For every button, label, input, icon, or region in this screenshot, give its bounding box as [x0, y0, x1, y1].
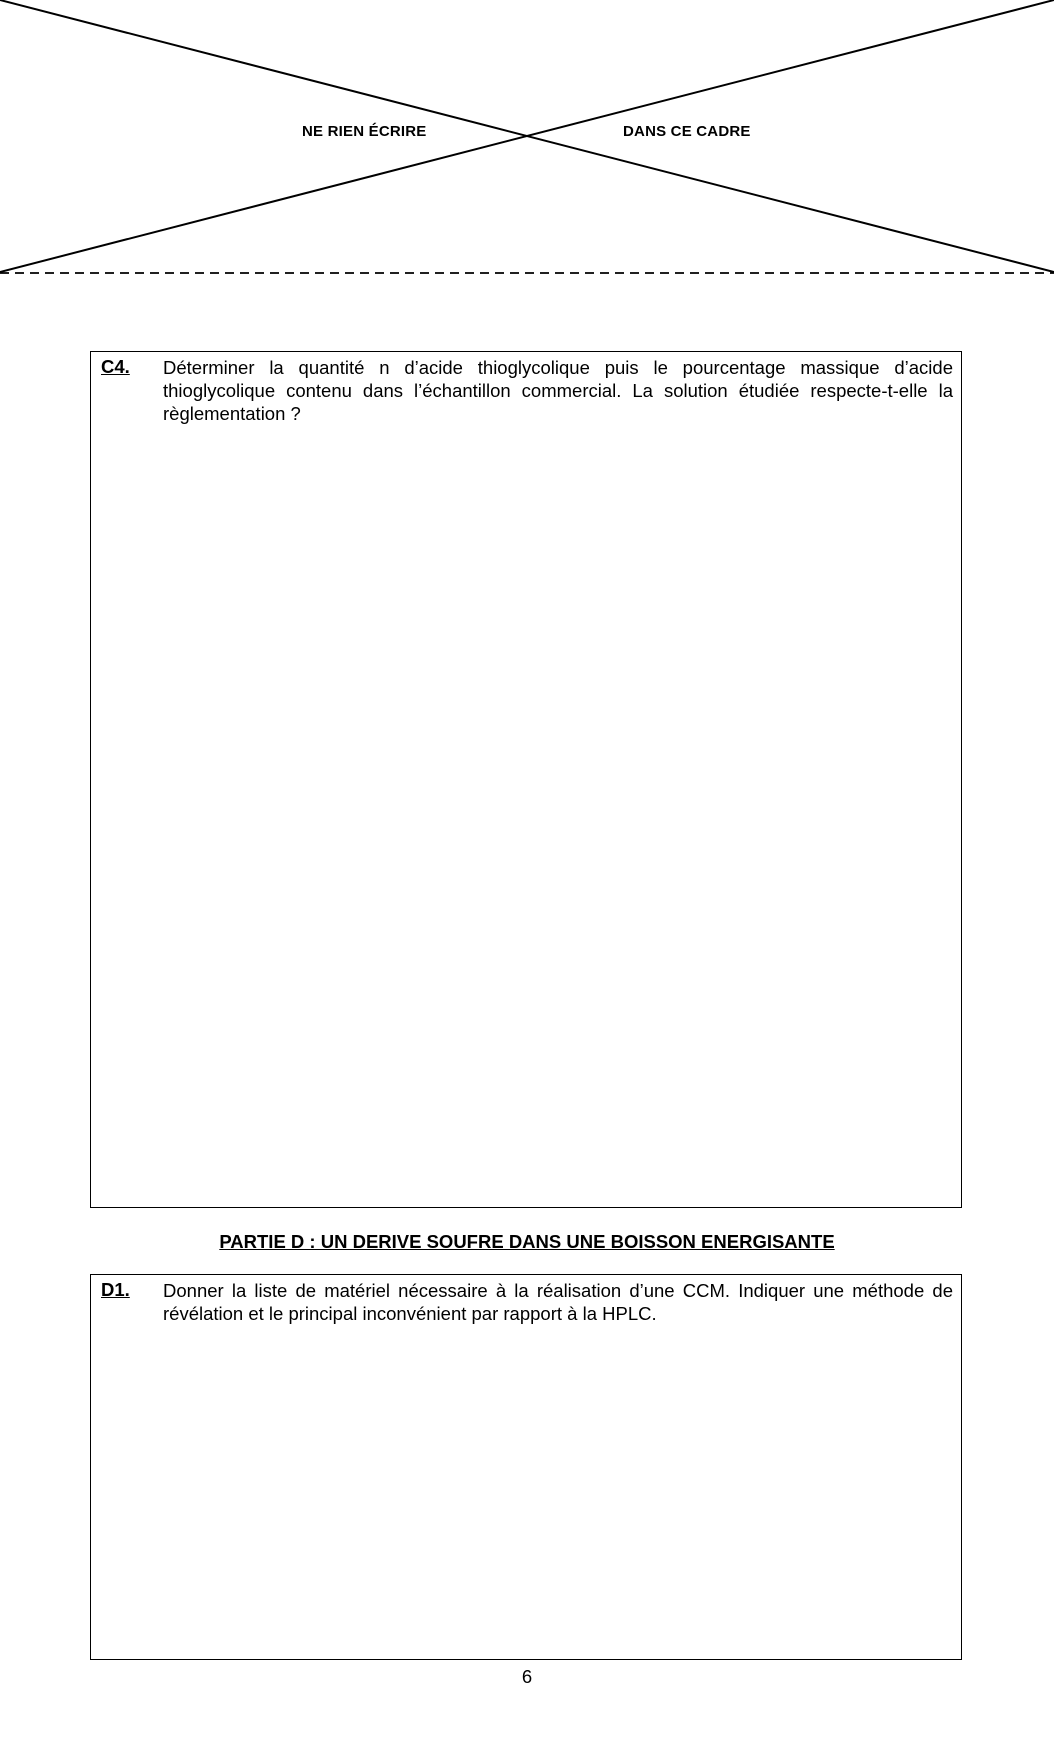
question-number: D1. [101, 1279, 130, 1300]
no-write-label-right: DANS CE CADRE [623, 123, 751, 140]
answer-box-d1[interactable] [90, 1274, 962, 1660]
answer-box-c4[interactable] [90, 351, 962, 1208]
page-number: 6 [521, 1666, 533, 1687]
question-text: Déterminer la quantité n d’acide thioglycolique puis le pourcentage massique d’acide thioglycolique contenu dans l’échantillon commercial. La solution étudiée respecte-t-elle la règlementation ? [163, 357, 953, 424]
no-write-label-left: NE RIEN ÉCRIRE [302, 123, 427, 140]
no-write-zone-cross [0, 0, 1054, 280]
part-title: PARTIE D : UN DERIVE SOUFRE DANS UNE BOISSON ENERGISANTE [219, 1231, 835, 1252]
question-number: C4. [101, 356, 130, 377]
question-text: Donner la liste de matériel nécessaire à la réalisation d’une CCM. Indiquer une méthode de révélation et le principal inconvénient par rapport à la HPLC. [163, 1280, 953, 1324]
